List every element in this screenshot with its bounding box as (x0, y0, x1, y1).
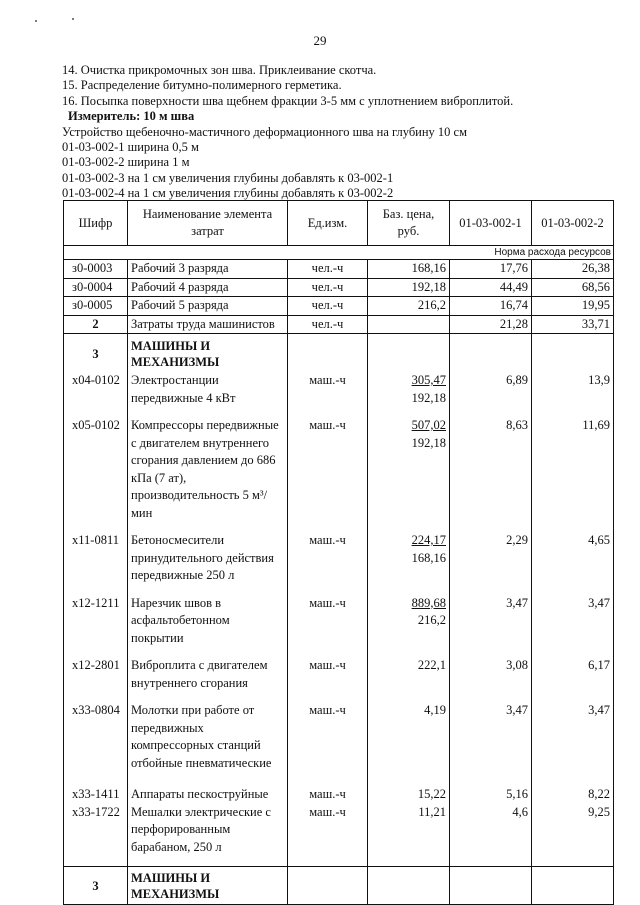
row-unit: чел.-ч (288, 278, 368, 297)
code-line-4: 01-03-002-4 на 1 см увеличения глубины добавлять к 03-002-2 (62, 186, 394, 201)
table-row (64, 786, 614, 804)
table-row (64, 804, 614, 867)
row-code: х04-0102 (64, 370, 128, 417)
meter-label: Измеритель: 10 м шва (68, 109, 195, 124)
row-value-2: 68,56 (532, 278, 614, 297)
row-price (368, 786, 450, 804)
section-unit (288, 334, 368, 371)
work-description: Устройство щебеночно-мастичного деформационного шва на глубину 10 см (62, 124, 468, 139)
section-code: 3 (64, 867, 128, 905)
base-price: 11,21 (418, 804, 446, 819)
wage-price: 216,2 (417, 613, 446, 627)
row-name: Виброплита с двигателем внутреннего сгорания (128, 657, 288, 702)
row-unit: маш.-ч (288, 657, 368, 702)
base-price: 224,17 (411, 533, 446, 547)
row-code: х33-1411 (64, 786, 128, 804)
row-unit: маш.-ч (288, 702, 368, 786)
table-row (64, 260, 614, 279)
base-price: 305,47 (411, 373, 446, 387)
section-price (368, 867, 450, 905)
row-value-2: 26,38 (532, 260, 614, 279)
wage-price: 192,18 (411, 390, 446, 405)
table-header-row (64, 201, 614, 246)
section-unit (288, 867, 368, 905)
table-row (64, 370, 614, 417)
row-value-1: 17,76 (450, 260, 532, 279)
row-code: х33-1722 (64, 804, 128, 867)
code-line-2: 01-03-002-2 ширина 1 м (62, 155, 190, 170)
row-code: з0-0005 (64, 297, 128, 316)
table-row (64, 657, 614, 702)
row-value-2: 8,22 (532, 786, 614, 804)
row-unit: маш.-ч (288, 804, 368, 867)
table-row (64, 532, 614, 595)
row-name: Бетоносмесители принудительного действия передвижные 250 л (128, 532, 288, 595)
wage-price: 192,18 (411, 435, 446, 450)
row-value-1: 3,47 (450, 702, 532, 786)
table-row (64, 278, 614, 297)
step-16: 16. Посыпка поверхности шва щебнем фракции 3-5 мм с уплотнением виброплитой. (62, 93, 514, 108)
row-value-1: 44,49 (450, 278, 532, 297)
row-name: Компрессоры передвижные с двигателем внутреннего сгорания давлением до 686 кПа (7 ат), производительность 5 м³/мин (128, 417, 288, 532)
row-code: 2 (64, 315, 128, 334)
code-line-3: 01-03-002-3 на 1 см увеличения глубины добавлять к 03-002-1 (62, 170, 394, 185)
page-number: 29 (313, 33, 327, 48)
row-value-1: 16,74 (450, 297, 532, 316)
table-row (64, 702, 614, 786)
row-value-1: 2,29 (450, 532, 532, 595)
row-price (368, 657, 450, 702)
row-price: 216,2 (368, 297, 450, 316)
base-price: 15,22 (417, 787, 446, 801)
row-value-1: 5,16 (450, 786, 532, 804)
row-unit: чел.-ч (288, 297, 368, 316)
header-code: Шифр (64, 201, 128, 246)
header-price: Баз. цена, руб. (368, 201, 450, 246)
step-15: 15. Распределение битумно-полимерного герметика. (62, 78, 342, 93)
row-code: х12-2801 (64, 657, 128, 702)
row-price (368, 315, 450, 334)
row-unit: маш.-ч (288, 786, 368, 804)
row-code: х12-1211 (64, 595, 128, 658)
scan-speck (35, 20, 37, 22)
row-name: Нарезчик швов в асфальтобетонном покрытии (128, 595, 288, 658)
header-unit: Ед.изм. (288, 201, 368, 246)
section-code: 3 (64, 334, 128, 371)
wage-price: 168,16 (411, 550, 446, 565)
row-name: Мешалки электрические с перфорированным барабаном, 250 л (128, 804, 288, 867)
section-value-2 (532, 867, 614, 905)
section-machines-repeat-row (64, 867, 614, 905)
row-unit: маш.-ч (288, 595, 368, 658)
row-name: Рабочий 3 разряда (128, 260, 288, 279)
header-col2: 01-03-002-2 (532, 201, 614, 246)
code-line-1: 01-03-002-1 ширина 0,5 м (62, 140, 199, 155)
row-name: Затраты труда машинистов (128, 315, 288, 334)
row-code: з0-0004 (64, 278, 128, 297)
base-price: 889,68 (411, 595, 446, 610)
section-title: МАШИНЫ И МЕХАНИЗМЫ (128, 867, 288, 905)
row-value-2: 33,71 (532, 315, 614, 334)
section-title: МАШИНЫ И МЕХАНИЗМЫ (128, 334, 288, 371)
norm-label: Норма расхода ресурсов (64, 246, 614, 260)
row-value-2: 3,47 (532, 702, 614, 786)
base-price: 222,1 (417, 658, 446, 672)
row-name: Электростанции передвижные 4 кВт (128, 370, 288, 417)
row-value-1: 6,89 (450, 370, 532, 417)
step-14: 14. Очистка прикромочных зон шва. Приклеивание скотча. (62, 63, 377, 77)
base-price: 507,02 (411, 418, 446, 432)
section-value-1 (450, 334, 532, 371)
row-unit: маш.-ч (288, 532, 368, 595)
row-value-1: 3,47 (450, 595, 532, 658)
row-unit: чел.-ч (288, 315, 368, 334)
row-value-1: 3,08 (450, 657, 532, 702)
table-row (64, 297, 614, 316)
row-unit: маш.-ч (288, 370, 368, 417)
row-name: Рабочий 4 разряда (128, 278, 288, 297)
row-code: з0-0003 (64, 260, 128, 279)
row-price: 168,16 (368, 260, 450, 279)
machinist-row (64, 315, 614, 334)
row-value-1: 21,28 (450, 315, 532, 334)
table-row (64, 595, 614, 658)
row-price (368, 532, 450, 595)
section-price (368, 334, 450, 371)
row-code: х05-0102 (64, 417, 128, 532)
intro-block (62, 63, 622, 202)
row-name: Рабочий 5 разряда (128, 297, 288, 316)
row-name: Молотки при работе от передвижных компрессорных станций отбойные пневматические (128, 702, 288, 786)
section-machines-row (64, 334, 614, 371)
base-price: 4,19 (424, 703, 446, 717)
row-value-2: 3,47 (532, 595, 614, 658)
row-code: х33-0804 (64, 702, 128, 786)
row-price (368, 370, 450, 417)
section-value-2 (532, 334, 614, 371)
resource-table (63, 200, 614, 905)
row-name: Аппараты пескоструйные (128, 786, 288, 804)
row-value-2: 4,65 (532, 532, 614, 595)
row-code: х11-0811 (64, 532, 128, 595)
row-unit: чел.-ч (288, 260, 368, 279)
scan-speck (72, 18, 74, 20)
row-value-1: 8,63 (450, 417, 532, 532)
row-price (368, 417, 450, 532)
row-value-2: 6,17 (532, 657, 614, 702)
row-unit: маш.-ч (288, 417, 368, 532)
section-value-1 (450, 867, 532, 905)
row-price: 192,18 (368, 278, 450, 297)
row-price (368, 702, 450, 786)
header-col1: 01-03-002-1 (450, 201, 532, 246)
row-value-2: 13,9 (532, 370, 614, 417)
row-price (368, 595, 450, 658)
row-value-2: 19,95 (532, 297, 614, 316)
row-value-1: 4,6 (450, 804, 532, 867)
row-value-2: 11,69 (532, 417, 614, 532)
row-value-2: 9,25 (532, 804, 614, 867)
row-price (368, 804, 450, 867)
norm-row (64, 246, 614, 260)
table-row (64, 417, 614, 532)
header-name: Наименование элемента затрат (128, 201, 288, 246)
